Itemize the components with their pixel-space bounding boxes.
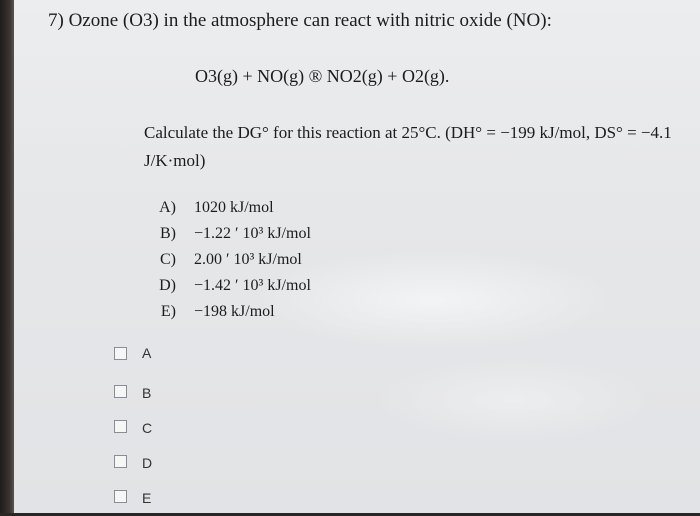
- reaction-equation: O3(g) + NO(g) ® NO2(g) + O2(g).: [195, 66, 450, 86]
- question-panel: [14, 0, 700, 513]
- checkbox-e[interactable]: [114, 490, 127, 503]
- choice-letter: B): [160, 225, 176, 242]
- answer-label-e: E: [142, 490, 152, 506]
- choice-letter: C): [160, 251, 176, 268]
- choice-text: 1020 kJ/mol: [194, 199, 274, 216]
- choice-text: −1.22 ′ 10³ kJ/mol: [194, 225, 311, 242]
- answer-label-b: B: [142, 385, 152, 401]
- choice-text: −1.42 ′ 10³ kJ/mol: [194, 277, 311, 294]
- answer-label-c: C: [142, 420, 153, 436]
- checkbox-a[interactable]: [114, 347, 127, 360]
- question-title: 7) Ozone (O3) in the atmosphere can react with nitric oxide (NO):: [48, 10, 552, 31]
- choice-letter: D): [159, 277, 176, 294]
- checkbox-d[interactable]: [114, 455, 127, 468]
- choice-text: 2.00 ′ 10³ kJ/mol: [194, 251, 302, 268]
- prompt-line-2: J/K·mol): [144, 151, 206, 170]
- answer-label-a: A: [142, 345, 152, 361]
- choice-letter: A): [159, 199, 176, 216]
- prompt-line-1: Calculate the DG° for this reaction at 25°C. (DH° = −199 kJ/mol, DS° = −4.1: [144, 123, 672, 142]
- answer-label-d: D: [142, 455, 153, 471]
- choice-text: −198 kJ/mol: [194, 303, 275, 320]
- checkbox-c[interactable]: [114, 420, 127, 433]
- question-prompt: [144, 119, 694, 175]
- choice-letter: E): [160, 303, 176, 320]
- monitor-bezel: [0, 0, 14, 513]
- checkbox-b[interactable]: [114, 385, 127, 398]
